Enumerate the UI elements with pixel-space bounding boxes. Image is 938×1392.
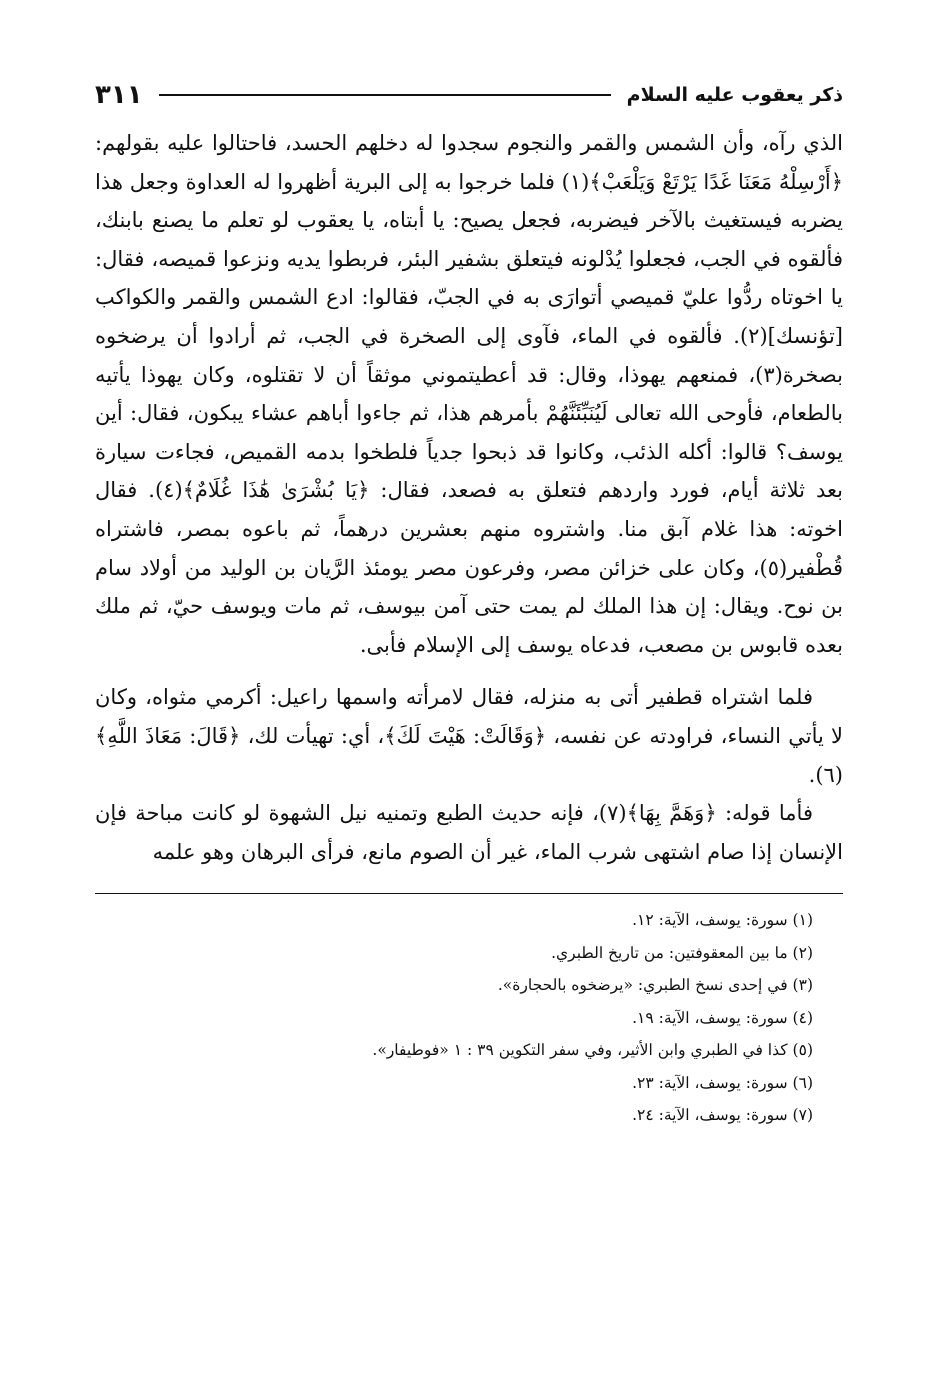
footnote-rule bbox=[95, 893, 843, 894]
footnote-4: (٤) سورة: يوسف، الآية: ١٩. bbox=[632, 1008, 813, 1027]
running-title: ذكر يعقوب عليه السلام bbox=[626, 84, 843, 106]
footnote-7: (٧) سورة: يوسف، الآية: ٢٤. bbox=[632, 1106, 813, 1125]
footnote-2: (٢) ما بين المعقوفتين: من تاريخ الطبري. bbox=[551, 943, 813, 962]
body-paragraph-1: الذي رآه، وأن الشمس والقمر والنجوم سجدوا له دخلهم الحسد، فاحتالوا عليه بقولهم: ﴿أَرْسِلْهُ مَعَنَا غَدًا يَرْتَعْ وَيَلْعَبْ﴾(١) فلما خرجوا به إلى البرية أظهروا له العداوة وجعل هذا يضربه فيستغيث بالآخر فيضربه، فجعل يصيح: يا أبتاه، يا يعقوب لو تعلم ما يصنع بابنك، فألقوه في الجب، فجعلوا يُدْلونه فيتعلق بشفير البئر، فربطوا يديه ونزعوا قميصه، فقال: يا اخوتاه ردُّوا عليّ قميصي أتوارَى به في الجبّ، فقالوا: ادع الشمس والقمر والكواكب [تؤنسك](٢). فألقوه في الماء، فآوى إلى الصخرة في الجب، ثم أرادوا أن يرضخوه بصخرة(٣)، فمنعهم يهوذا، وقال: قد أعطيتموني موثقاً أن لا تقتلوه، وكان يهوذا يأتيه بالطعام، فأوحى الله تعالى لَيُنَبِّئَنَّهُمْ بأمرهم هذا، ثم جاءوا أباهم عشاء يبكون، فقال: أين يوسف؟ قالوا: أكله الذئب، وكانوا قد ذبحوا جدياً فلطخوا بدمه القميص، فجاءت سيارة بعد ثلاثة أيام، فورد واردهم فتعلق به فصعد، فقال: ﴿يَا بُشْرَىٰ هَٰذَا غُلَامٌ﴾(٤). فقال اخوته: هذا غلام آبق منا. واشتروه منهم بعشرين درهماً، ثم باعوه بمصر، فاشتراه قُطْفير(٥)، وكان على خزائن مصر، وفرعون مصر يومئذ الرَّيان بن الوليد من أولاد سام بن نوح. ويقال: إن هذا الملك لم يمت حتى آمن بيوسف، ثم مات ويوسف حيّ، ثم ملك بعده قابوس بن مصعب، فدعاه يوسف إلى الإسلام فأبى. bbox=[95, 131, 843, 657]
page-header bbox=[95, 70, 843, 120]
header-rule bbox=[159, 94, 611, 96]
body-paragraph-3: فأما قوله: ﴿وَهَمَّ بِهَا﴾(٧)، فإنه حديث الطبع وتمنيه نيل الشهوة لو كانت مباحة فإن الإنسان إذا صام اشتهى شرب الماء، غير أن الصوم مانع، فرأى البرهان وهو علمه bbox=[95, 801, 843, 864]
body-paragraph-2: فلما اشتراه قطفير أتى به منزله، فقال لامرأته واسمها راعيل: أكرمي مثواه، وكان لا يأتي النساء، فراودته عن نفسه، ﴿وَقَالَتْ: هَيْتَ لَكَ﴾، أي: تهيأت لك، ﴿قَالَ: مَعَاذَ اللَّهِ﴾(٦). bbox=[95, 685, 843, 787]
page-number: ٣١١ bbox=[95, 80, 143, 110]
body-text bbox=[95, 124, 843, 871]
footnote-3: (٣) في إحدى نسخ الطبري: «يرضخوه بالحجارة». bbox=[497, 976, 813, 995]
footnote-1: (١) سورة: يوسف، الآية: ١٢. bbox=[632, 911, 813, 930]
footnotes bbox=[95, 904, 843, 1132]
footnote-6: (٦) سورة: يوسف، الآية: ٢٣. bbox=[632, 1073, 813, 1092]
footnote-5: (٥) كذا في الطبري وابن الأثير، وفي سفر التكوين ٣٩ : ١ «فوطيفار». bbox=[372, 1041, 813, 1060]
